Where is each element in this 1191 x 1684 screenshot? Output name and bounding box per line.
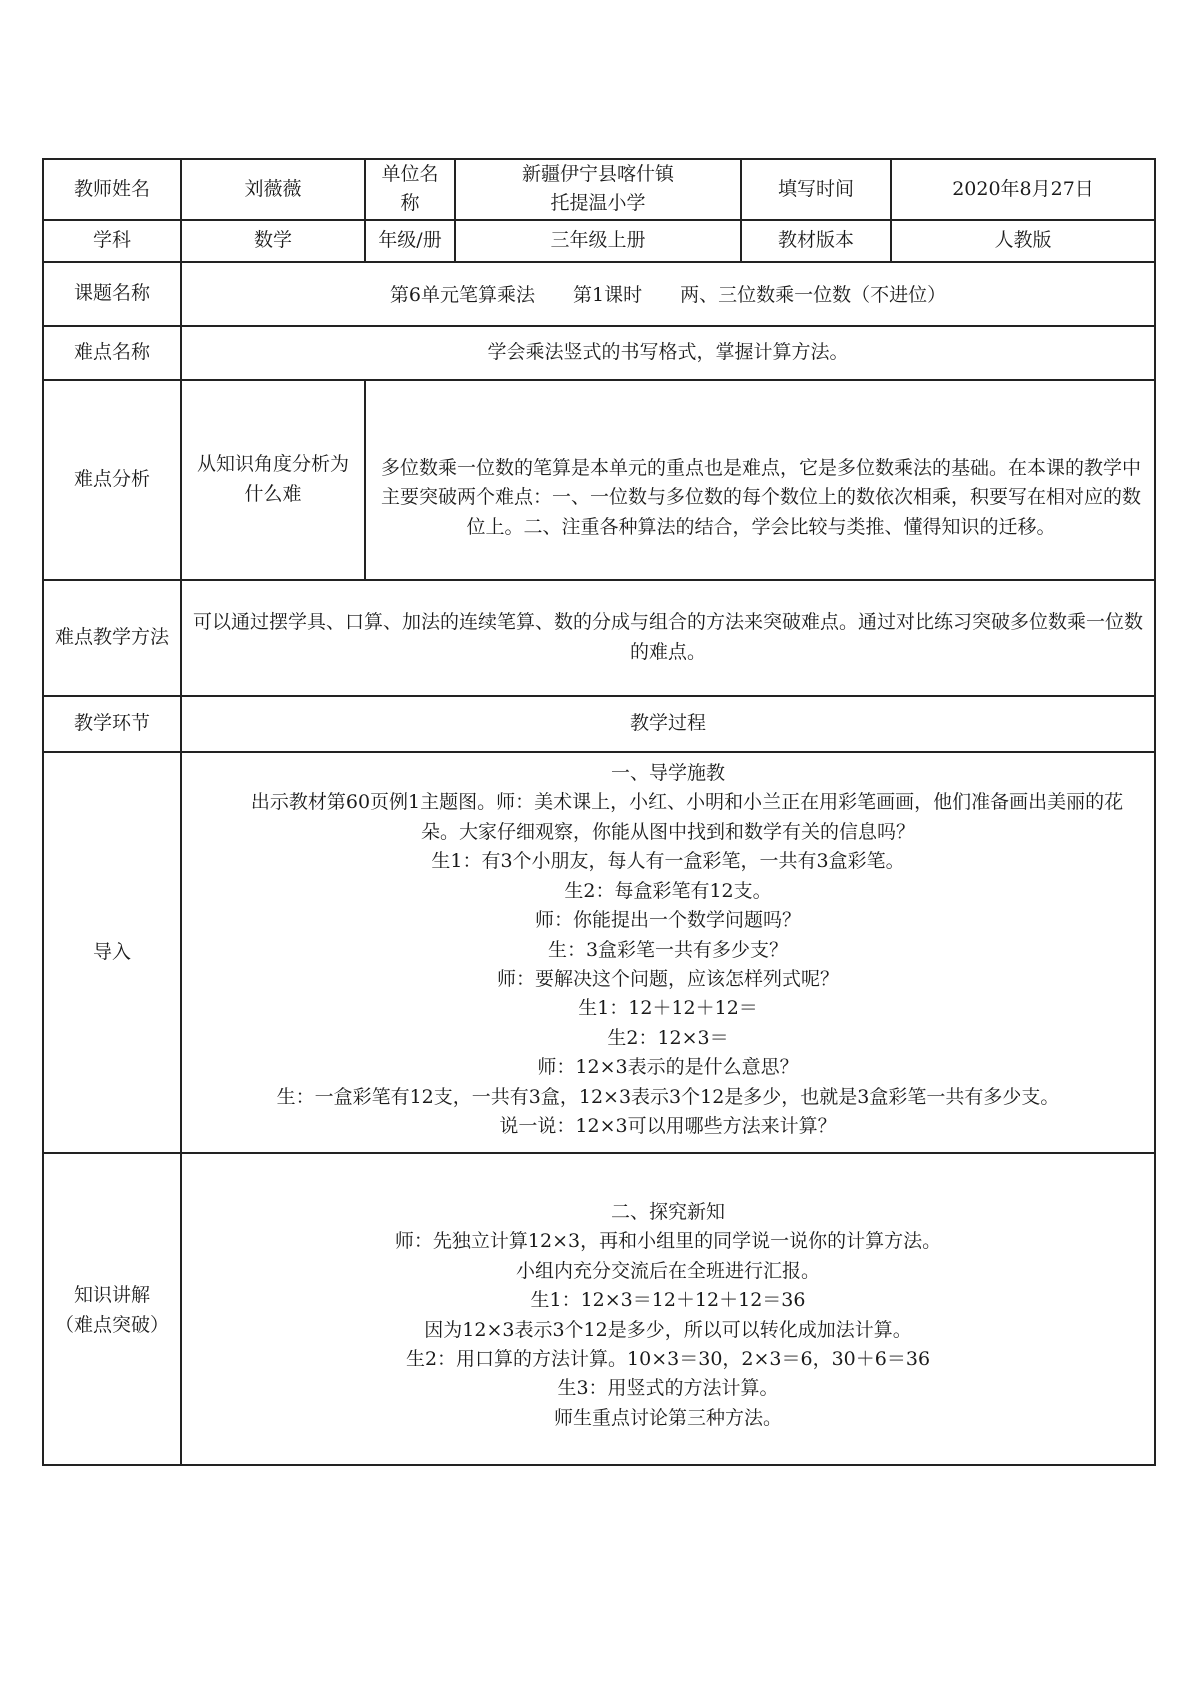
subject-value: 数学 <box>181 220 365 262</box>
analysis-label: 难点分析 <box>43 380 181 580</box>
grade-value: 三年级上册 <box>455 220 741 262</box>
knowledge-line: 因为12×3表示3个12是多少，所以可以转化成加法计算。 <box>424 1318 912 1341</box>
knowledge-heading: 二、探究新知 <box>610 1200 725 1223</box>
fill-date-label: 填写时间 <box>741 159 891 220</box>
intro-line: 师：要解决这个问题，应该怎样列式呢？ <box>496 967 839 990</box>
intro-line: 师：12×3表示的是什么意思？ <box>537 1056 799 1079</box>
intro-paragraph: 出示教材第60页例1主题图。师：美术课上，小红、小明和小兰正在用彩笔画画，他们准备画出美丽的花朵。大家仔细观察，你能从图中找到和数学有关的信息吗？ <box>250 791 1124 843</box>
intro-line: 生1：12＋12＋12＝ <box>578 997 758 1020</box>
intro-line: 生1：有3个小朋友，每人有一盒彩笔，一共有3盒彩笔。 <box>431 850 905 873</box>
knowledge-stage-label <box>43 1153 181 1465</box>
topic-value: 第6单元笔算乘法 第1课时 两、三位数乘一位数（不进位） <box>181 262 1155 326</box>
difficulty-row <box>43 326 1155 380</box>
difficulty-value: 学会乘法竖式的书写格式，掌握计算方法。 <box>181 326 1155 380</box>
intro-stage-label: 导入 <box>43 752 181 1153</box>
intro-line: 生2：12×3＝ <box>607 1026 729 1049</box>
intro-heading: 一、导学施教 <box>610 761 725 784</box>
knowledge-line: 小组内充分交流后在全班进行汇报。 <box>515 1259 820 1282</box>
unit-name-label: 单位名称 <box>365 159 455 220</box>
subject-row <box>43 220 1155 262</box>
knowledge-label-line1: 知识讲解 <box>73 1284 150 1307</box>
subject-label: 学科 <box>43 220 181 262</box>
knowledge-row <box>43 1153 1155 1465</box>
analysis-text: 多位数乘一位数的笔算是本单元的重点也是难点，它是多位数乘法的基础。在本课的教学中主要突破两个难点：一、一位数与多位数的每个数位上的数依次相乘，积要写在相对应的数位上。二、注重各种算法的结合，学会比较与类推、懂得知识的迁移。 <box>365 380 1155 580</box>
knowledge-content <box>181 1153 1155 1465</box>
knowledge-line: 生3：用竖式的方法计算。 <box>557 1377 779 1400</box>
intro-row <box>43 752 1155 1153</box>
topic-row <box>43 262 1155 326</box>
unit-name-value: 新疆伊宁县喀什镇托提温小学 <box>455 159 741 220</box>
intro-line: 生2：每盒彩笔有12支。 <box>564 879 772 902</box>
intro-line: 说一说：12×3可以用哪些方法来计算？ <box>499 1115 837 1138</box>
lesson-plan-table <box>42 158 1156 1466</box>
fill-date-value: 2020年8月27日 <box>891 159 1155 220</box>
method-row <box>43 580 1155 696</box>
header-row <box>43 159 1155 220</box>
knowledge-line: 师生重点讨论第三种方法。 <box>553 1406 782 1429</box>
teacher-name-label: 教师姓名 <box>43 159 181 220</box>
grade-label: 年级/册 <box>365 220 455 262</box>
difficulty-label: 难点名称 <box>43 326 181 380</box>
knowledge-line: 生1：12×3＝12＋12＋12＝36 <box>530 1289 806 1312</box>
knowledge-label-line2: （难点突破） <box>54 1313 169 1336</box>
process-header-row <box>43 696 1155 752</box>
intro-line: 师：你能提出一个数学问题吗？ <box>534 909 801 932</box>
intro-content <box>181 752 1155 1153</box>
topic-label: 课题名称 <box>43 262 181 326</box>
teacher-name-value: 刘薇薇 <box>181 159 365 220</box>
method-text: 可以通过摆学具、口算、加法的连续笔算、数的分成与组合的方法来突破难点。通过对比练习突破多位数乘一位数的难点。 <box>181 580 1155 696</box>
edition-label: 教材版本 <box>741 220 891 262</box>
knowledge-line: 师：先独立计算12×3，再和小组里的同学说一说你的计算方法。 <box>394 1230 942 1253</box>
process-header: 教学过程 <box>181 696 1155 752</box>
stage-header: 教学环节 <box>43 696 181 752</box>
intro-line: 生：3盒彩笔一共有多少支？ <box>547 938 789 961</box>
intro-line: 生：一盒彩笔有12支，一共有3盒，12×3表示3个12是多少，也就是3盒彩笔一共有多少支。 <box>276 1085 1060 1108</box>
edition-value: 人教版 <box>891 220 1155 262</box>
analysis-row <box>43 380 1155 580</box>
knowledge-line: 生2：用口算的方法计算。10×3＝30，2×3＝6，30＋6＝36 <box>405 1348 931 1370</box>
method-label: 难点教学方法 <box>43 580 181 696</box>
analysis-sub-label: 从知识角度分析为什么难 <box>181 380 365 580</box>
